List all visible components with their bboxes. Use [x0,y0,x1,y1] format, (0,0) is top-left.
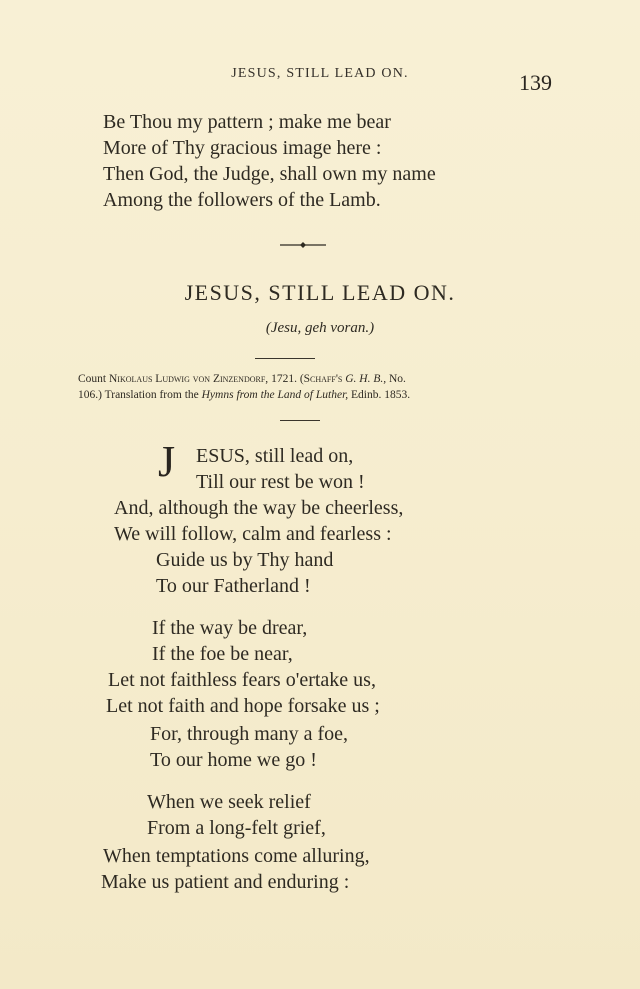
verse-line: Make us patient and enduring : [101,871,350,893]
attribution-line-2 [78,386,548,404]
verse-line: Till our rest be won ! [196,471,365,493]
verse-line: Guide us by Thy hand [156,549,334,571]
translation-prefix: 106.) Translation from the [78,389,199,401]
verse-line: Let not faithless fears o'ertake us, [108,669,376,691]
verse-line: To our home we go ! [150,749,317,771]
verse-line: And, although the way be cheerless, [114,497,404,519]
attribution-year: 1721. [271,373,297,385]
page-number: 139 [519,70,552,95]
verse-line: We will follow, calm and fearless : [114,523,392,545]
hymn-title: JESUS, STILL LEAD ON. [184,280,456,305]
verse-line: If the way be drear, [152,617,308,639]
verse-line: ESUS, still lead on, [196,445,354,467]
running-head: JESUS, STILL LEAD ON. [231,66,409,81]
drop-cap: J [158,437,176,486]
verse-line: When we seek relief [147,791,311,813]
divider-rule [255,358,315,359]
source-title: G. H. B., [345,373,387,385]
attribution-prefix: Count [78,373,107,385]
verse-line: To our Fatherland ! [156,575,311,597]
verse-line: Let not faith and hope forsake us ; [106,695,380,717]
section-ornament [278,240,328,250]
author-name: Nikolaus Ludwig von Zinzendorf, [109,373,269,385]
hymn-subtitle: (Jesu, geh voran.) [265,320,375,336]
verse-line: When temptations come alluring, [103,845,370,867]
verse-line: For, through many a foe, [150,723,349,745]
translation-suffix: Edinb. 1853. [351,389,411,401]
translation-title: Hymns from the Land of Luther, [201,389,349,401]
divider-rule [280,420,320,421]
verse-line: From a long-felt grief, [147,817,326,839]
verse-line: Among the followers of the Lamb. [103,189,381,211]
verse-line: If the foe be near, [152,643,293,665]
verse-line: Then God, the Judge, shall own my name [103,163,436,185]
verse-line: More of Thy gracious image here : [103,137,382,159]
source-number: No. [389,373,406,385]
source-prefix: (Schaff's [299,373,343,385]
verse-line: Be Thou my pattern ; make me bear [103,111,391,133]
